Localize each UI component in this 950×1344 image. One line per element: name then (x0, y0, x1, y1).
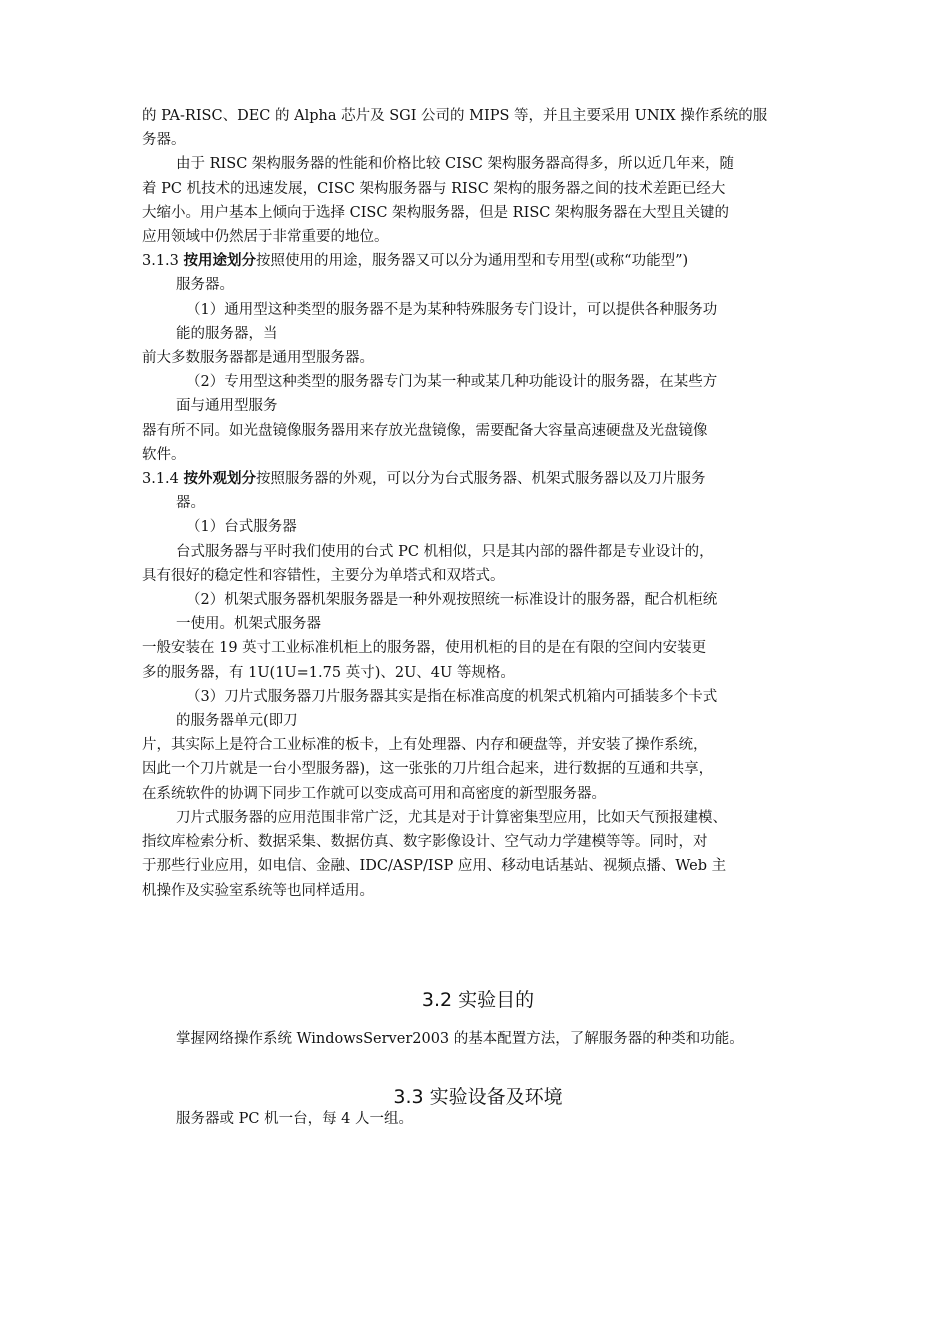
text-line (142, 152, 814, 176)
line-text: 指纹库检索分析、数据采集、数据仿真、数字影像设计、空气动力学建模等等。同时，对 (142, 834, 708, 851)
line-text: 因此一个刀片就是一台小型服务器)，这一张张的刀片组合起来，进行数据的互通和共享， (142, 761, 714, 778)
text-line (142, 733, 814, 757)
line-text: 的 PA-RISC、DEC 的 Alpha 芯片及 SGI 公司的 MIPS 等，并且主要采用 UNIX 操作系统的服 (142, 108, 768, 124)
line-text: 在系统软件的协调下同步工作就可以变成高可用和高密度的新型服务器。 (142, 785, 606, 802)
section-number: 3.1.3 (142, 253, 184, 270)
line-text: 由于 RISC 架构服务器的性能和价格比较 CISC 架构服务器高得多，所以近几年来，随 (176, 156, 734, 173)
line-text: 按照服务器的外观，可以分为台式服务器、机架式服务器以及刀片服务 (256, 471, 706, 488)
text-line (142, 394, 814, 418)
line-text: 着 PC 机技术的迅速发展，CISC 架构服务器与 RISC 架构的服务器之间的技术差距已经大 (142, 180, 726, 197)
text-line (142, 806, 814, 830)
line-text: 片，其实际上是符合工业标准的板卡，上有处理器、内存和硬盘等，并安装了操作系统， (142, 737, 708, 754)
text-line (142, 249, 814, 273)
text-line (142, 588, 814, 612)
text-line (142, 612, 814, 636)
line-text: （2）专用型这种类型的服务器专门为某一种或某几种功能设计的服务器，在某些方 (186, 374, 718, 391)
section-number: 3.1.4 (142, 471, 184, 488)
text-line (142, 515, 814, 539)
text-line (142, 830, 814, 854)
line-text: 的服务器单元(即刀 (176, 713, 298, 730)
text-line (142, 225, 814, 249)
text-line (142, 636, 814, 660)
line-text: 服务器。 (176, 277, 234, 294)
text-line (142, 782, 814, 806)
line-text: 应用领域中仍然居于非常重要的地位。 (142, 229, 389, 246)
text-line (142, 491, 814, 515)
text-line (142, 201, 814, 225)
text-line (142, 661, 814, 685)
text-line (142, 346, 814, 370)
document-body (142, 104, 814, 903)
line-text: 面与通用型服务 (176, 398, 278, 415)
text-line (142, 564, 814, 588)
line-text: 大缩小。用户基本上倾向于选择 CISC 架构服务器，但是 RISC 架构服务器在大型且关键的 (142, 204, 729, 221)
line-text: （2）机架式服务器机架服务器是一种外观按照统一标准设计的服务器，配合机柜统 (186, 592, 718, 609)
text-line (142, 273, 814, 297)
line-text: 具有很好的稳定性和容错性，主要分为单塔式和双塔式。 (142, 567, 505, 584)
section-3-2-text: 掌握网络操作系统 WindowsServer2003 的基本配置方法，了解服务器的种类和功能。 (176, 1031, 744, 1047)
text-line (142, 128, 814, 152)
text-line (142, 854, 814, 878)
line-text: 一使用。机架式服务器 (176, 616, 321, 633)
line-text: （1）通用型这种类型的服务器不是为某种特殊服务专门设计，可以提供各种服务功 (186, 301, 718, 318)
line-text: 台式服务器与平时我们使用的台式 PC 机相似，只是其内部的器件都是专业设计的， (176, 543, 714, 560)
line-text: 器有所不同。如光盘镜像服务器用来存放光盘镜像，需要配备大容量高速硬盘及光盘镜像 (142, 422, 708, 439)
line-text: 前大多数服务器都是通用型服务器。 (142, 350, 374, 367)
line-text: （1）台式服务器 (186, 519, 297, 536)
section-heading-3-3: 3.3 实验设备及环境 (393, 1086, 563, 1108)
text-line (142, 443, 814, 467)
text-line (142, 540, 814, 564)
line-text: 一般安装在 19 英寸工业标准机柜上的服务器，使用机柜的目的是在有限的空间内安装更 (142, 640, 707, 657)
line-text: 能的服务器，当 (176, 325, 278, 342)
text-line (142, 322, 814, 346)
line-text: 刀片式服务器的应用范围非常广泛，尤其是对于计算密集型应用，比如天气预报建模、 (176, 809, 727, 826)
section-heading-3-2: 3.2 实验目的 (421, 989, 535, 1011)
text-line (142, 298, 814, 322)
line-text: 多的服务器，有 1U(1U=1.75 英寸)、2U、4U 等规格。 (142, 664, 515, 681)
text-line (142, 685, 814, 709)
section-3-3-text: 服务器或 PC 机一台，每 4 人一组。 (176, 1111, 414, 1127)
text-line (142, 104, 814, 128)
text-line (142, 879, 814, 903)
text-line (142, 467, 814, 491)
text-line (142, 419, 814, 443)
line-text: 于那些行业应用，如电信、金融、IDC/ASP/ISP 应用、移动电话基站、视频点播、Web 主 (142, 858, 727, 875)
line-text: （3）刀片式服务器刀片服务器其实是指在标准高度的机架式机箱内可插装多个卡式 (186, 688, 718, 705)
line-text: 软件。 (142, 446, 186, 463)
line-text: 务器。 (142, 132, 186, 149)
line-text: 按照使用的用途，服务器又可以分为通用型和专用型(或称“功能型”) (256, 253, 689, 270)
line-text: 机操作及实验室系统等也同样适用。 (142, 882, 374, 899)
text-line (142, 757, 814, 781)
line-text: 器。 (176, 495, 205, 512)
text-line (142, 177, 814, 201)
text-line (142, 370, 814, 394)
subsection-title: 按用途划分 (183, 252, 257, 270)
text-line (142, 709, 814, 733)
subsection-title: 按外观划分 (183, 470, 257, 488)
